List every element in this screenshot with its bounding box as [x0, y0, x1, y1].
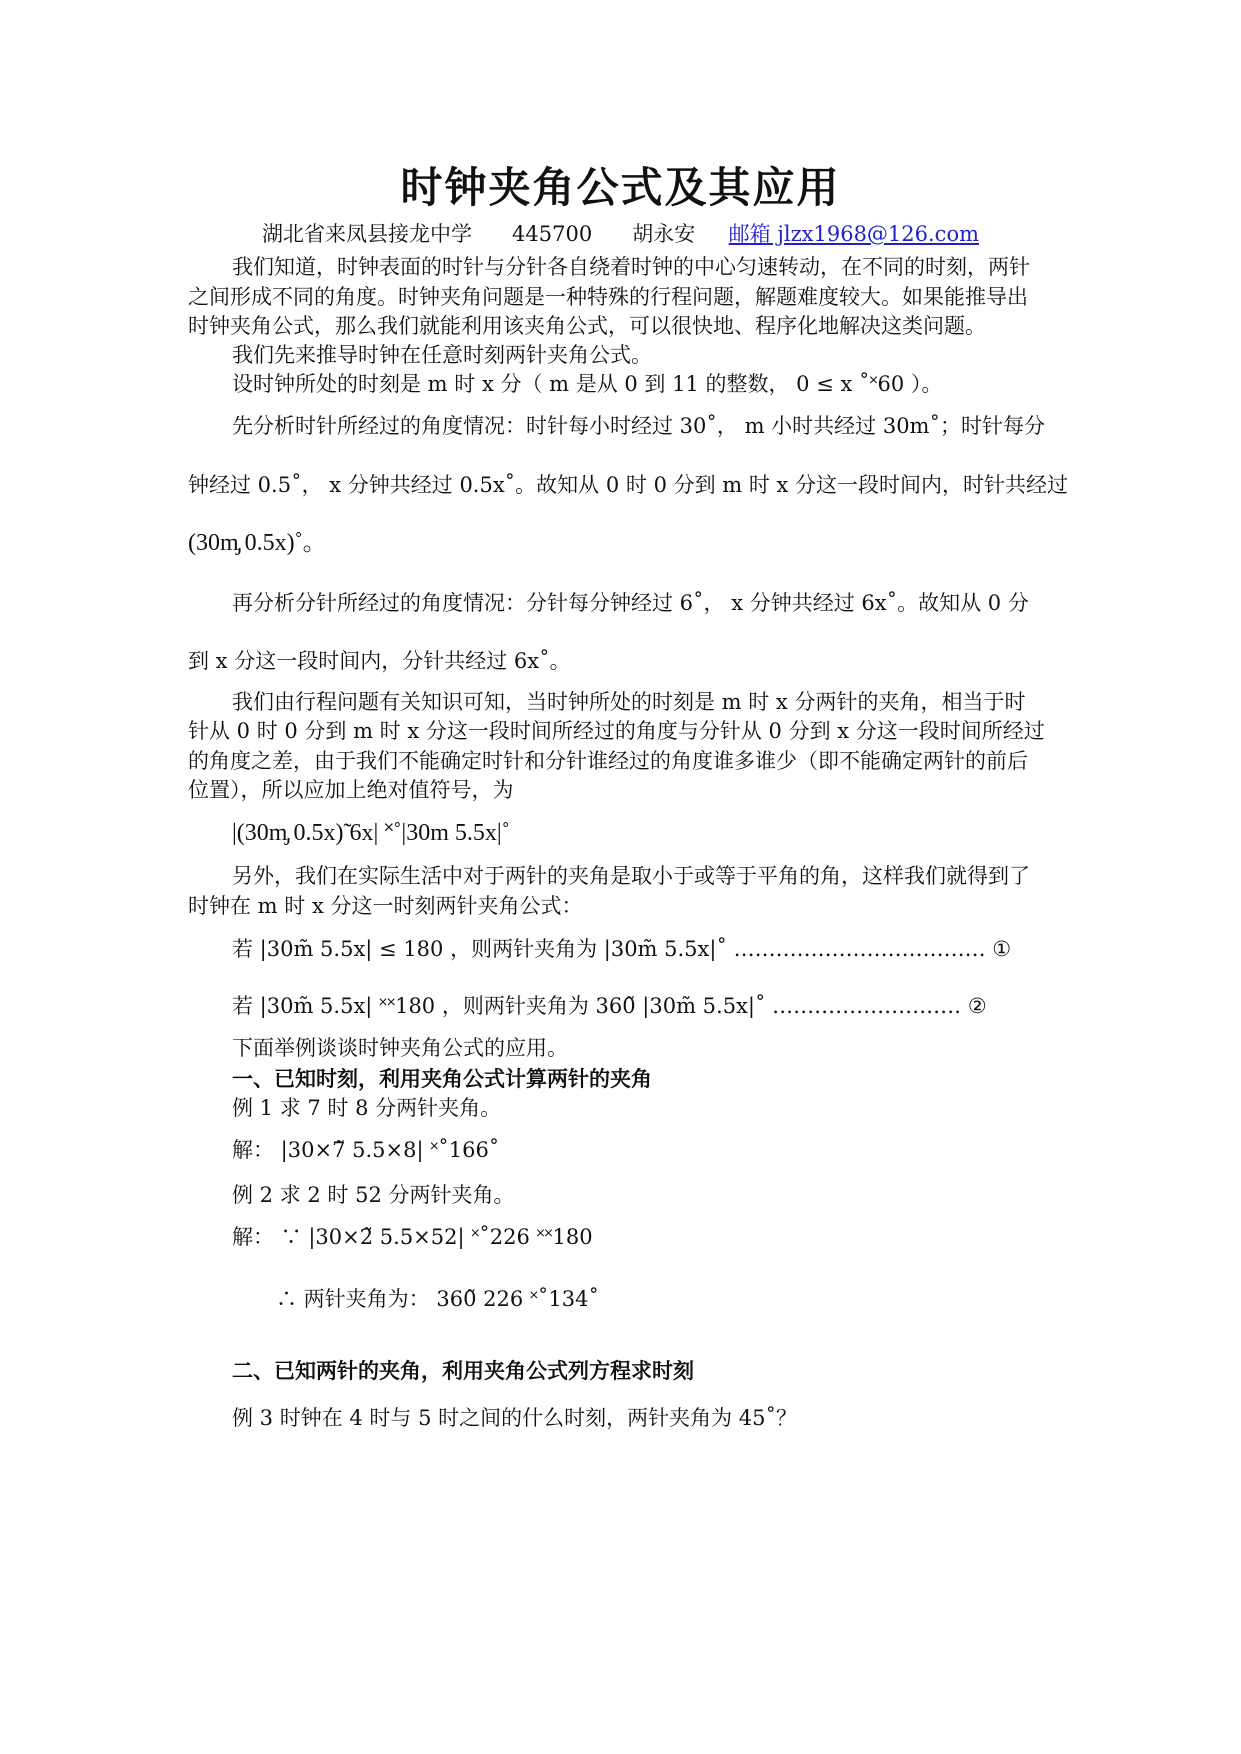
paragraph-intro-line-3: 时钟夹角公式，那么我们就能利用该夹角公式，可以很快地、程序化地解决这类问题。 — [188, 314, 986, 338]
formula-case-1: 若 |30m̃ 5.5x| ≤ 180 ，则两针夹角为 |30m̃ 5.5x|˚ ……………………………… ① — [232, 937, 1012, 961]
paragraph-intro-line-2: 之间形成不同的角度。时钟夹角问题是一种特殊的行程问题，解题难度较大。如果能推导出 — [188, 285, 1028, 309]
formula-hour-hand-angle: (30m̡ 0.5x)˚。 — [188, 530, 327, 556]
author-postcode: 445700 — [512, 222, 593, 246]
example-3-question: 例 3 时钟在 4 时与 5 时之间的什么时刻，两针夹角为 45˚？ — [232, 1406, 798, 1430]
paragraph-minute-hand-line-1: 再分析分针所经过的角度情况：分针每分钟经过 6˚， x 分钟共经过 6x˚。故知从 0 分 — [232, 591, 1029, 615]
author-name: 胡永安 — [632, 222, 696, 246]
section-heading-2: 二、已知两针的夹角，利用夹角公式列方程求时刻 — [232, 1359, 694, 1383]
example-1-question: 例 1 求 7 时 8 分两针夹角。 — [232, 1096, 502, 1120]
example-2-question: 例 2 求 2 时 52 分两针夹角。 — [232, 1183, 515, 1207]
example-1-solution: 解： |30×7̃ 5.5×8| ˟˚166˚ — [232, 1138, 500, 1162]
paragraph-flat-angle-line-2: 时钟在 m 时 x 分这一时刻两针夹角公式： — [188, 894, 583, 918]
author-affiliation: 湖北省来凤县接龙中学 — [261, 222, 472, 246]
paragraph-hour-hand-line-1: 先分析时针所经过的角度情况：时针每小时经过 30˚， m 小时共经过 30m˚；时针每分 — [232, 414, 1045, 438]
paragraph-difference-line-1: 我们由行程问题有关知识可知，当时钟所处的时刻是 m 时 x 分两针的夹角，相当于时 — [232, 690, 1026, 714]
author-email-link[interactable]: 邮箱 jlzx1968@126.com — [728, 222, 980, 246]
paragraph-derive-line: 我们先来推导时钟在任意时刻两针夹角公式。 — [232, 343, 652, 367]
paragraph-difference-line-4: 位置），所以应加上绝对值符号，为 — [188, 778, 514, 802]
paragraph-minute-hand-line-2: 到 x 分这一段时间内，分针共经过 6x˚。 — [188, 649, 571, 673]
document-title: 时钟夹角公式及其应用 — [400, 163, 841, 212]
paragraph-intro-line-1: 我们知道，时钟表面的时针与分针各自绕着时钟的中心匀速转动，在不同的时刻，两针 — [232, 255, 1030, 279]
section-heading-1: 一、已知时刻，利用夹角公式计算两针的夹角 — [232, 1067, 652, 1091]
paragraph-examples-intro: 下面举例谈谈时钟夹角公式的应用。 — [232, 1036, 568, 1060]
example-2-solution-step-2: ∴ 两针夹角为： 360̃ 226 ˟˚134˚ — [276, 1287, 599, 1311]
formula-absolute-difference: |(30m̡ 0.5x)̃ 6x| ˟˚|30m 5.5x|˚ — [232, 820, 510, 846]
paragraph-assume-line: 设时钟所处的时刻是 m 时 x 分（ m 是从 0 到 11 的整数， 0 ≤ x ˚˟60 ）。 — [232, 372, 943, 396]
author-line — [0, 218, 1241, 248]
example-2-solution-step-1: 解： ∵ |30×2̃ 5.5×52| ˟˚226 ˟˟180 — [232, 1225, 593, 1249]
paragraph-difference-line-2: 针从 0 时 0 分到 m 时 x 分这一段时间所经过的角度与分针从 0 分到 x 分这一段时间所经过 — [188, 719, 1045, 743]
formula-case-2: 若 |30m̃ 5.5x| ˟˟180 ，则两针夹角为 360̃ |30m̃ 5.5x|˚ ……………………… ② — [232, 994, 987, 1018]
paragraph-difference-line-3: 的角度之差，由于我们不能确定时针和分针谁经过的角度谁多谁少（即不能确定两针的前后 — [188, 749, 1028, 773]
paragraph-hour-hand-line-2: 钟经过 0.5˚， x 分钟共经过 0.5x˚。故知从 0 时 0 分到 m 时 x 分这一段时间内，时针共经过 — [188, 473, 1069, 497]
paragraph-flat-angle-line-1: 另外，我们在实际生活中对于两针的夹角是取小于或等于平角的角，这样我们就得到了 — [232, 864, 1030, 888]
